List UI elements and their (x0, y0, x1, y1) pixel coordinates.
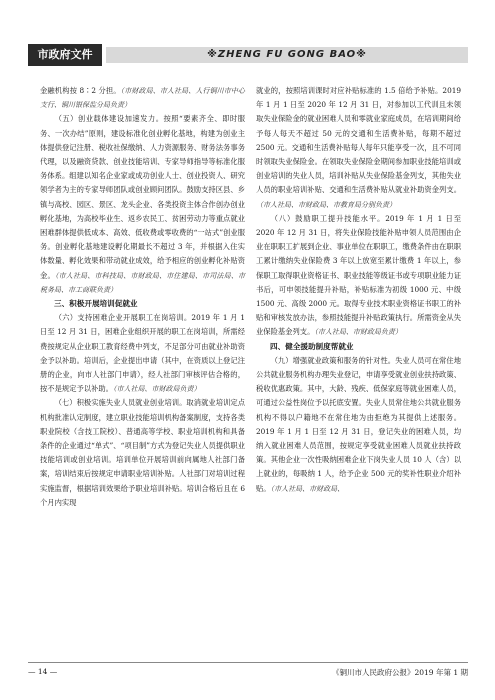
section-heading: 四、健全援助制度帮就业 (270, 341, 354, 351)
paragraph (40, 112, 245, 297)
left-column (40, 84, 245, 510)
page-number: — 14 — (28, 667, 58, 676)
paragraph (256, 354, 461, 496)
paragraph (40, 84, 245, 112)
responsible-agencies-note: （市人社局、市财政局负责） (112, 385, 201, 394)
paragraph (256, 212, 461, 340)
section-heading: 三、积极开展培训促就业 (54, 299, 138, 309)
responsible-agencies-note: （市人社局、市科技局、市财政局、市住建局、市司法局、市税务局、市工商联负责） (40, 271, 246, 294)
paragraph-text: （九）增强就业政策和服务的针对性。失业人员可在常住地公共就业服务机构办理失业登记，申请享受就业创业扶持政策、税收优惠政策。其中，大龄、残疾、低保家庭等就业困难人员，可通过公益性岗位予以托底安置。失业人员常住地公共就业服务机构不得以户籍地不在常住地为由拒绝为其提供上述服务。2019 年 1 月 1 日至 12 月 31 日，登记失业的困难人员，均纳入就业困难人员范围，按规定享受就业困难人员就业扶持政策。其他企业一次性吸纳困难企业下岗失业人员 10 人（含）以上就业的，每吸纳 1 人，给予企业 500 元的奖补性职业介绍补贴。 (256, 355, 461, 493)
right-column (256, 84, 461, 496)
paragraph-text: 金融机构按 8∶2 分担。 (40, 86, 121, 95)
paragraph-text: （六）支持困难企业开展职工在岗培训。2019 年 1 月 1 日至 12 月 31 日，困难企业组织开展的职工在岗培训，所需经费按规定从企业职工教育经费中列支，不足部分可由就业补助资金予以补助。培训后，企业提出申请（其中，在资质以上登记注册的企业，向市人社部门申请），经人社部门审核评估合格的，按不是规定予以补助。 (40, 313, 245, 394)
responsible-agencies-note: （市人社局、市财政局、 (270, 484, 345, 493)
responsible-agencies-note: （市财政局、市人社局、人行铜川市中心支行、铜川银保监分局负责） (40, 87, 245, 110)
header-band (106, 47, 468, 63)
publication-source: 《铜川市人民政府公报》2019 年第 1 期 (331, 668, 468, 677)
paragraph (40, 396, 245, 510)
paragraph-text: （八）鼓励职工提升技能水平。2019 年 1 月 1 日至 2020 年 12 月 31 日，将失业保险技能补贴申领人员范围由企业在职职工扩展到企业、事业单位在职职工，缴费条件由在职职工累计缴纳失业保险费 3 年以上放宽至累计缴费 1 年以上，参保职工取得职业资格证书、职业技能等级证书或专项职业能力证书后，可申领技能提升补贴，补贴标准为初级 1000 元、中级 1500 元、高级 2000 元。取得专业技术职业资格证书职工的补贴和审核发放办法，参照技能提升补贴政策执行。所需资金从失业保险基金列支。 (256, 213, 461, 337)
paragraph-text: （七）积极实施失业人员就业创业培训。取消就业培训定点机构批准认定制度，建立职业技能培训机构备案制度，支持各类职业院校（含技工院校）、普通高等学校、职业培训机构和具备条件的企业通过“单式”、“项目制”方式为登记失业人员提供职业技能培训或创业培训。培训单位开展培训前向属地人社部门备案，培训结束后按规定申请职业培训补贴。人社部门对培训过程实施监督，根据培训效果给予职业培训补贴。培训合格后且在 6 个月内实现 (40, 398, 245, 507)
gazette-brand: ※ZHENG FU GONG BAO※ (207, 49, 367, 60)
responsible-agencies-note: （市人社局、市财政局负责） (314, 328, 402, 337)
responsible-agencies-note: （市人社局、市财政局、市教育局分别负责） (256, 200, 396, 209)
section-tag: 市政府文件 (28, 44, 102, 66)
paragraph-text: （五）创业载体建设加速发力。按照“要素齐全、即时服务、一次办结”原则，建设标准化创业孵化基地，构建为创业主体提供登记注册、税收社保缴纳、人力资源服务、财务法务事务代理，以及融资贷款、创业技能培训、专家导师指导等标准化服务体系。组建以知名企业家或成功创业人士、创业投资人、研究领学者为主的专家导师团队或创业顾问团队。鼓励支持区县、乡镇与高校、园区、景区、龙头企业、各类投资主体合作创办创业孵化基地，为高校毕业生、返乡农民工、贫困劳动力等重点就业困难群体提供低成本、高效、低收费或零收费的“一站式”创业服务。创业孵化基地建设孵化期最长不超过 3 年，并根据入住实体数量、孵化效果和带动就业成效，给予相应的创业孵化补贴资金。 (40, 114, 245, 280)
paragraph-text: 就业的，按照培训课时对应补贴标准的 1.5 倍给予补贴。2019 年 1 月 1 日至 2020 年 12 月 31 日，对参加以工代训且未领取失业保险金的就业困难人员和零就业家庭成员，在培训期间给予每人每天不超过 50 元的交通和生活费补贴，每期不超过 2500 元。交通和生活费补贴每人每年只能享受一次，且不可同时领取失业保险金。在领取失业保险金期间参加职业技能培训或创业培训的失业人员，培训补贴从失业保险基金列支，其他失业人员的职业培训补贴、交通和生活费补贴从就业补助资金列支。 (256, 86, 461, 195)
paragraph (40, 311, 245, 396)
paragraph (256, 84, 461, 212)
page-footer (28, 662, 468, 677)
page-header (28, 44, 468, 66)
